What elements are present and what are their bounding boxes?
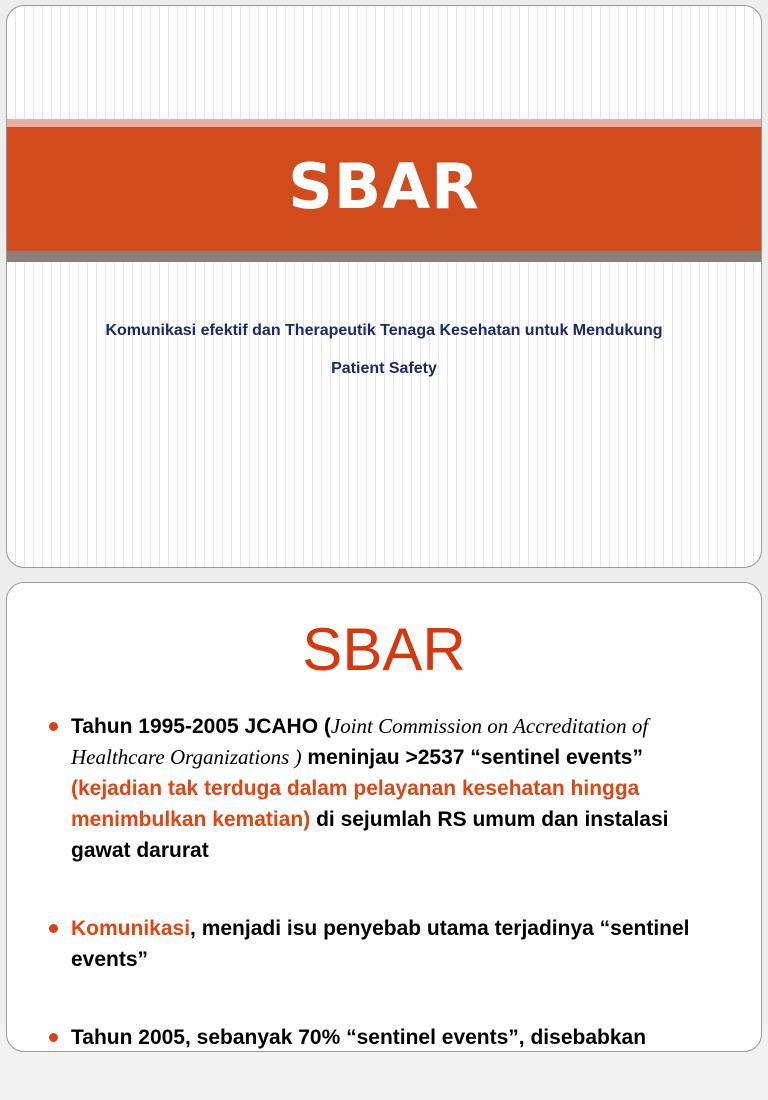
accent-band-top xyxy=(7,119,761,127)
bullet-dot-icon xyxy=(49,924,58,933)
bullet-text: di sejumlah RS umum dan instalasi gawat darurat xyxy=(71,808,669,862)
bullet-text: meninjau >2537 “sentinel events” xyxy=(301,746,643,769)
bullet-text: , menjadi isu penyebab utama terjadinya “sentinel events” xyxy=(71,917,690,971)
bullet-text-highlight: Komunikasi xyxy=(71,917,191,940)
bullet-text-italic: Joint Commission on Accreditation of Healthcare Organizations ) xyxy=(71,714,649,769)
accent-band-bottom xyxy=(7,251,761,262)
bullet-text-highlight: (kejadian tak terduga dalam pelayanan kesehatan hingga menimbulkan kematian) xyxy=(71,777,640,831)
slide-subtitle xyxy=(47,312,721,388)
title-slide xyxy=(6,5,762,568)
bullet-text: Tahun 2005, sebanyak 70% “sentinel events”, disebabkan xyxy=(71,1026,647,1049)
subtitle-line-2: Patient Safety xyxy=(331,360,437,377)
bullet-item xyxy=(31,1022,731,1053)
slide-heading: SBAR xyxy=(302,616,466,683)
bullet-dot-icon xyxy=(49,1033,58,1042)
subtitle-line-1: Komunikasi efektif dan Therapeutik Tenaga Kesehatan untuk Mendukung xyxy=(105,322,663,339)
content-slide xyxy=(6,582,762,1052)
bullet-list xyxy=(31,711,731,1100)
slide-title: SBAR xyxy=(288,149,480,223)
bullet-text: Tahun 1995-2005 JCAHO ( xyxy=(71,715,331,738)
bullet-item xyxy=(31,711,731,866)
bullet-dot-icon xyxy=(49,722,58,731)
title-band xyxy=(7,127,761,251)
bullet-item xyxy=(31,913,731,975)
